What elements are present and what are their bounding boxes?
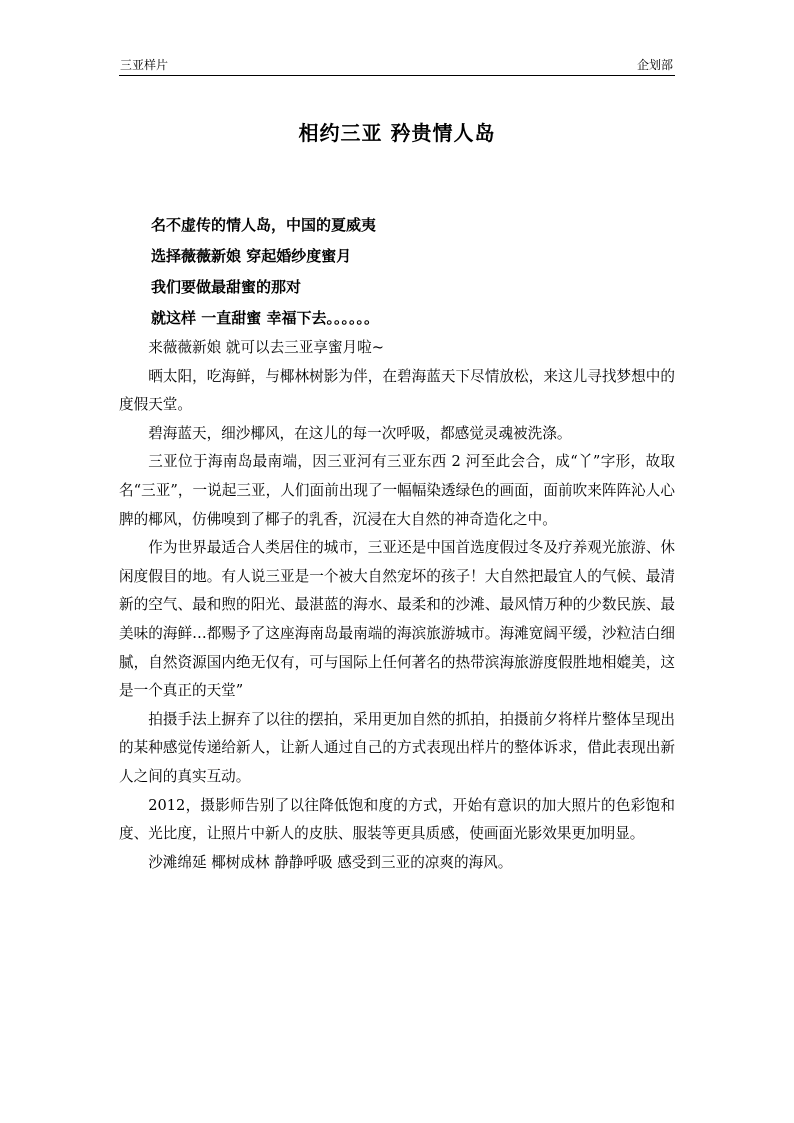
header-right-text: 企划部 — [636, 58, 673, 72]
header-left-text: 三亚样片 — [120, 58, 169, 72]
paragraph: 碧海蓝天，细沙椰风，在这儿的每一次呼吸，都感觉灵魂被洗涤。 — [148, 424, 572, 442]
tagline-line: 选择薇薇新娘 穿起婚纱度蜜月 — [151, 247, 352, 265]
tagline-line: 就这样 一直甜蜜 幸福下去。。。。。。 — [151, 309, 379, 327]
paragraph: 三亚位于海南岛最南端，因三亚河有三亚东西 2 河至此会合，成“丫”字形，故取名“三亚”，一说起三亚，人们面前出现了一幅幅染透绿色的画面，面前吹来阵阵沁人心脾的椰风，仿佛嗅到了椰子的乳香，沉浸在大自然的神奇造化之中。 — [119, 453, 675, 528]
paragraph: 2012，摄影师告别了以往降低饱和度的方式，开始有意识的加大照片的色彩饱和度、光比度，让照片中新人的皮肤、服装等更具质感，使画面光影效果更加明显。 — [119, 796, 675, 843]
document-title: 相约三亚 矜贵情人岛 — [298, 121, 496, 145]
paragraph: 拍摄手法上摒弃了以往的摆拍，采用更加自然的抓拍，拍摄前夕将样片整体呈现出的某种感觉传递给新人，让新人通过自己的方式表现出样片的整体诉求，借此表现出新人之间的真实互动。 — [119, 710, 675, 785]
tagline-line: 名不虚传的情人岛，中国的夏威夷 — [151, 216, 377, 234]
tagline-block — [151, 210, 675, 334]
tagline-line: 我们要做最甜蜜的那对 — [151, 278, 302, 296]
paragraph: 晒太阳，吃海鲜，与椰林树影为伴，在碧海蓝天下尽情放松，来这儿寻找梦想中的度假天堂。 — [119, 367, 675, 414]
paragraph: 来薇薇新娘 就可以去三亚享蜜月啦~ — [148, 339, 384, 356]
page-header — [119, 57, 675, 76]
body-text — [119, 334, 675, 877]
paragraph: 沙滩绵延 椰树成林 静静呼吸 感受到三亚的凉爽的海风。 — [148, 853, 513, 871]
paragraph: 作为世界最适合人类居住的城市，三亚还是中国首选度假过冬及疗养观光旅游、休闲度假目的地。有人说三亚是一个被大自然宠坏的孩子！大自然把最宜人的气候、最清新的空气、最和煦的阳光、最湛蓝的海水、最柔和的沙滩、最风情万种的少数民族、最美味的海鲜…都赐予了这座海南岛最南端的海滨旅游城市。海滩宽阔平缓，沙粒洁白细腻，自然资源国内绝无仅有，可与国际上任何著名的热带滨海旅游度假胜地相媲美，这是一个真正的天堂” — [119, 539, 675, 700]
